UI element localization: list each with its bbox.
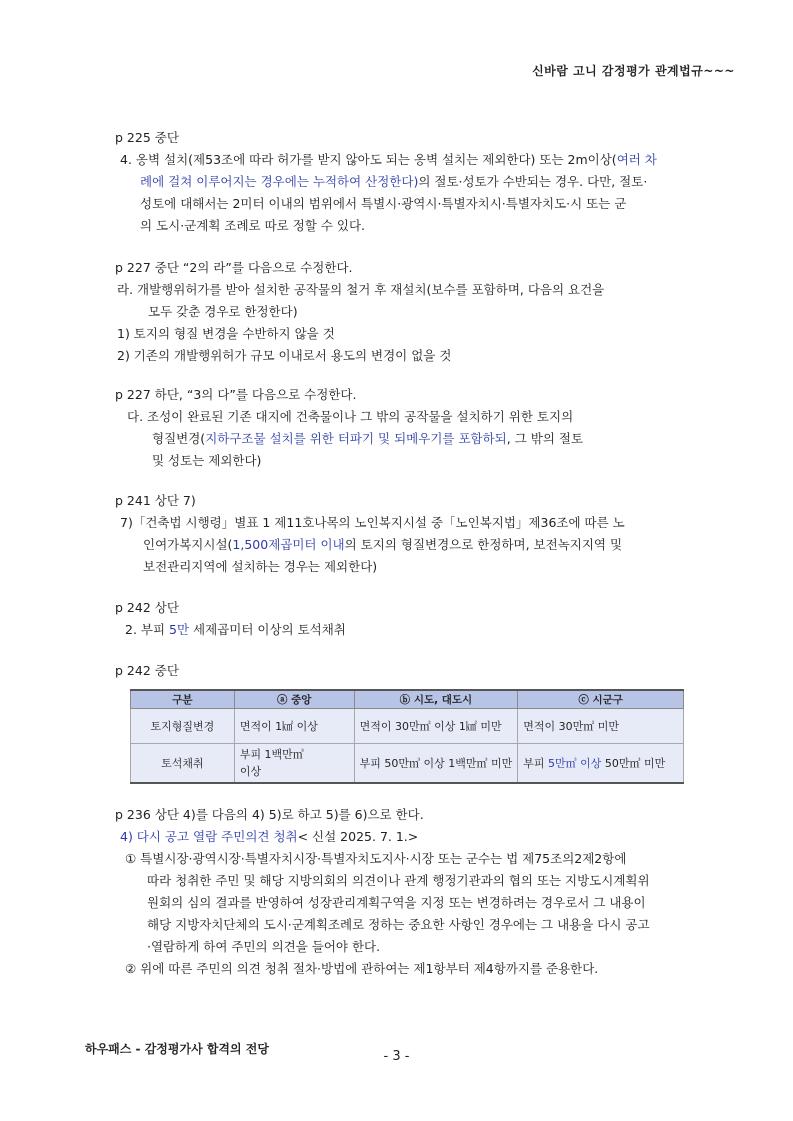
table-header-row xyxy=(131,690,684,709)
section-p225: p 225 중단 4. 옹벽 설치(제53조에 따라 허가를 받지 않아도 되는 옹벽 설치는 제외한다) 또는 2m이상(여러 차 례에 걸쳐 이루어지는 경우에는 누적하여 산정한다)의 절토·성토가 수반되는 경우. 다만, 절토· 성토에 대해서는 2미터 이내의 범위에서 특별시·광역시·특별자치시·특별자치도·시 또는 군 의 도시·군계획 조례로 따로 정할 수 있다. xyxy=(115,127,657,237)
section-p242-top: p 242 상단 2. 부피 5만 세제곱미터 이상의 토석채취 xyxy=(115,597,346,641)
section-title: p 227 하단, “3의 다”를 다음으로 수정한다. xyxy=(115,387,357,402)
section-title: p 242 중단 xyxy=(115,663,179,678)
permission-authority-table xyxy=(130,689,684,784)
table-header: ⓒ 시군구 xyxy=(518,690,684,709)
section-p227-mid: p 227 중단 “2의 라”를 다음으로 수정한다. 라. 개발행위허가를 받아 설치한 공작물의 철거 후 재설치(보수를 포함하며, 다음의 요건을 모두 갖춘 경우로 한정한다) 1) 토지의 형질 변경을 수반하지 않을 것 2) 기존의 개발행위허가 규모 이내로서 용도의 변경이 없을 것 xyxy=(115,257,604,367)
table-header: ⓐ 중앙 xyxy=(234,690,354,709)
section-title: p 227 중단 “2의 라”를 다음으로 수정한다. xyxy=(115,260,353,275)
table-cell: 면적이 30만㎡ 미만 xyxy=(518,709,684,744)
table-cell: 토지형질변경 xyxy=(131,709,235,744)
section-p241: p 241 상단 7) 7)「건축법 시행령」별표 1 제11호나목의 노인복지시설 중「노인복지법」제36조에 따른 노 인여가복지시설(1,500제곱미터 이내의 토지의 형질변경으로 한정하며, 보전녹지지역 및 보전관리지역에 설치하는 경우는 제외한다) xyxy=(115,490,625,578)
section-title: p 242 상단 xyxy=(115,600,179,615)
page-number: - 3 - xyxy=(383,1049,410,1064)
table-row xyxy=(131,709,684,744)
section-p242-mid xyxy=(115,660,179,682)
table-row xyxy=(131,744,684,784)
table-cell: 토석채취 xyxy=(131,744,235,784)
running-header: 신바람 고니 감정평가 관계법규~~~ xyxy=(532,64,735,78)
table-cell: 면적이 30만㎡ 이상 1㎢ 미만 xyxy=(354,709,518,744)
table-cell: 부피 1백만㎥ 이상 xyxy=(234,744,354,784)
table-header: ⓑ 시도, 대도시 xyxy=(354,690,518,709)
table-header: 구분 xyxy=(131,690,235,709)
section-title: p 241 상단 7) xyxy=(115,493,196,508)
table-cell: 부피 5만㎥ 이상 50만㎥ 미만 xyxy=(518,744,684,784)
section-p236: p 236 상단 4)를 다음의 4) 5)로 하고 5)를 6)으로 한다. 4) 다시 공고 열람 주민의견 청취< 신설 2025. 7. 1.> ① 특별시장·광역시장·특별자치시장·특별자치도지사·시장 또는 군수는 법 제75조의2제2항에 따라 청취한 주민 및 해당 지방의회의 의견이나 관계 행정기관과의 협의 또는 지방도시계획위 원회의 심의 결과를 반영하여 성장관리계획구역을 지정 또는 변경하려는 경우로서 그 내용이 해당 지방자치단체의 도시·군계획조례로 정하는 중요한 사항인 경우에는 그 내용을 다시 공고 ·열람하게 하여 주민의 의견을 들어야 한다. ② 위에 따른 주민의 의견 청취 절차·방법에 관하여는 제1항부터 제4항까지를 준용한다. xyxy=(115,804,650,980)
section-title: p 225 중단 xyxy=(115,130,179,145)
section-p227-bottom: p 227 하단, “3의 다”를 다음으로 수정한다. 다. 조성이 완료된 기존 대지에 건축물이나 그 밖의 공작물을 설치하기 위한 토지의 형질변경(지하구조물 설치를 위한 터파기 및 되메우기를 포함하되, 그 밖의 절토 및 성토는 제외한다) xyxy=(115,384,583,472)
section-title: p 236 상단 4)를 다음의 4) 5)로 하고 5)를 6)으로 한다. xyxy=(115,807,424,822)
running-footer: 하우패스 - 감정평가사 합격의 전당 xyxy=(85,1042,269,1056)
table-cell: 부피 50만㎥ 이상 1백만㎥ 미만 xyxy=(354,744,518,784)
table-cell: 면적이 1㎢ 이상 xyxy=(234,709,354,744)
